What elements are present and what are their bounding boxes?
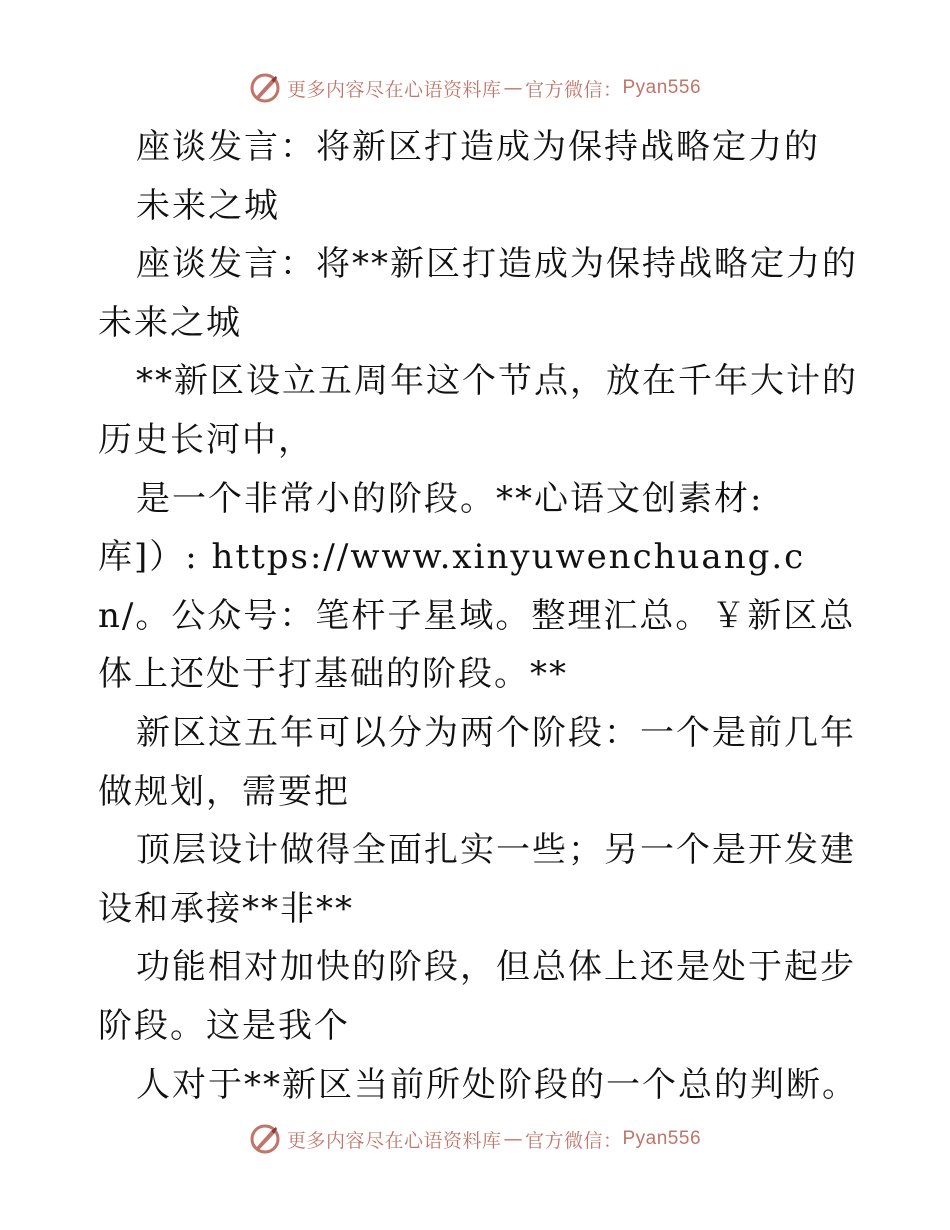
paragraph-heading: 座谈发言：将**新区打造成为保持战略定力的未来之城 xyxy=(98,244,858,343)
watermark-separator: — xyxy=(503,1128,523,1150)
footer-watermark xyxy=(0,1123,950,1155)
paragraph-body: **新区设立五周年这个节点，放在千年大计的历史长河中， xyxy=(98,361,858,460)
paragraph-body: 是一个非常小的阶段。**心语文创素材:库]）: https://www.xinyuwenchuang.cn/。公众号：笔杆子星域。整理汇总。￥新区总体上还处于打基础的阶段。** xyxy=(98,478,856,695)
paragraph-body: 新区这五年可以分为两个阶段：一个是前几年做规划，需要把 xyxy=(98,712,856,812)
paragraph-body: 顶层设计做得全面扎实一些；另一个是开发建设和承接**非** xyxy=(98,830,856,929)
watermark-wechat-label: 官方微信： xyxy=(524,78,623,101)
paragraph-title-line-2: 未来之城 xyxy=(136,185,280,226)
quill-logo-icon xyxy=(249,1123,281,1155)
watermark-separator: — xyxy=(503,77,523,99)
watermark-wechat-id: Pyan556 xyxy=(622,1128,702,1149)
paragraph-body: 功能相对加快的阶段，但总体上还是处于起步阶段。这是我个 xyxy=(98,947,856,1046)
watermark-wechat-label: 官方微信： xyxy=(524,1129,623,1152)
header-watermark xyxy=(0,72,950,104)
paragraph-title-line-1: 座谈发言：将新区打造成为保持战略定力的 xyxy=(136,127,820,167)
paragraph-body: 人对于**新区当前所处阶段的一个总的判断。 xyxy=(136,1064,858,1105)
document-body xyxy=(98,118,858,1114)
watermark-text: 更多内容尽在心语资料库 xyxy=(286,1129,502,1152)
watermark-text: 更多内容尽在心语资料库 xyxy=(286,78,502,101)
watermark-wechat-id: Pyan556 xyxy=(622,77,702,98)
quill-logo-icon xyxy=(249,72,281,104)
